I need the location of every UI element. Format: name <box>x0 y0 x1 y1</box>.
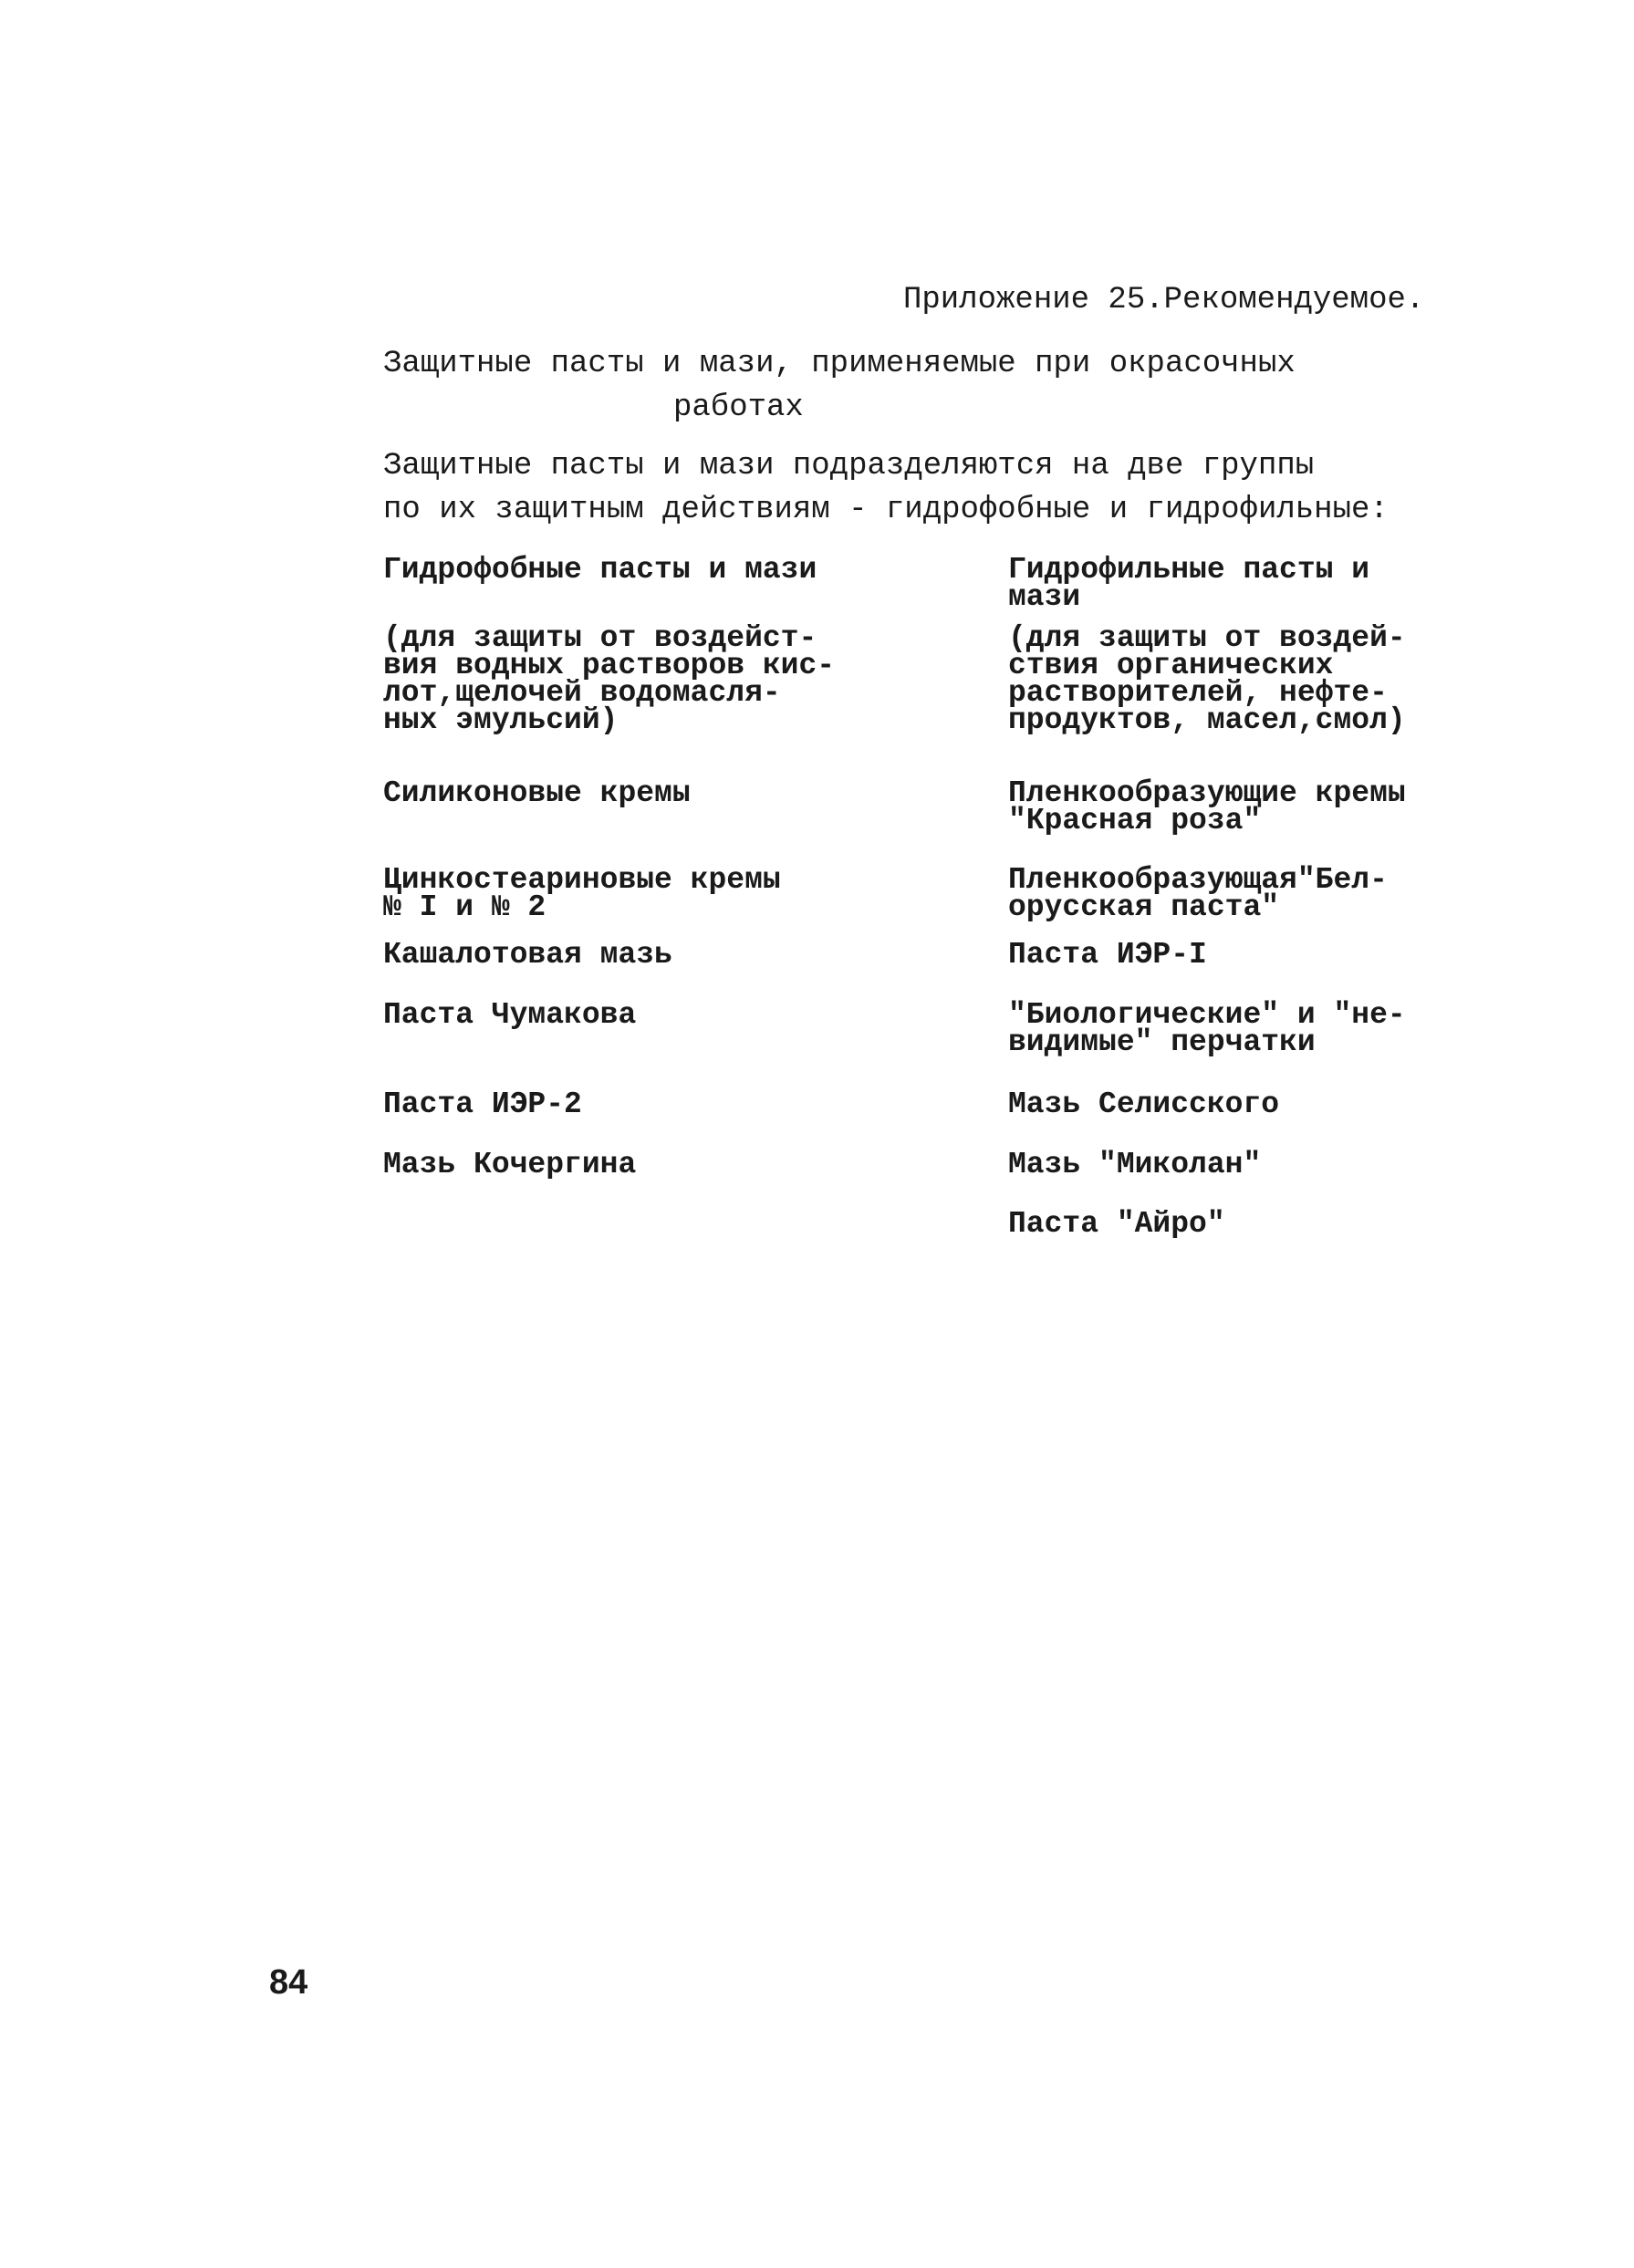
document-title <box>383 342 1296 430</box>
hydrophilic-item: Пленкообразующая"Бел- орусская паста" <box>1008 863 1388 924</box>
intro-paragraph <box>383 444 1389 532</box>
hydrophilic-item: Мазь Селисского <box>1008 1087 1280 1121</box>
intro-line-1: Защитные пасты и мази подразделяются на две группы <box>383 449 1315 484</box>
page-number: 84 <box>269 1963 308 2002</box>
title-line-1: Защитные пасты и мази, применяемые при окрасочных <box>383 347 1296 381</box>
hydrophobic-item: Паста Чумакова <box>383 998 637 1032</box>
hydrophilic-item: Паста "Айро" <box>1008 1207 1225 1241</box>
hydrophilic-item: Мазь "Миколан" <box>1008 1148 1262 1181</box>
title-line-2: работах <box>673 390 804 425</box>
hydrophobic-item: Силиконовые кремы <box>383 776 691 810</box>
hydrophobic-item: Мазь Кочергина <box>383 1148 637 1181</box>
hydrophilic-description: (для защиты от воздей- ствия органических растворителей, нефте- продуктов, масел,смол) <box>1008 621 1406 737</box>
hydrophilic-heading: Гидрофильные пасты и мази <box>1008 553 1370 614</box>
intro-line-2: по их защитным действиям - гидрофобные и гидрофильные: <box>383 493 1389 527</box>
hydrophilic-item: "Биологические" и "не- видимые" перчатки <box>1008 998 1406 1059</box>
hydrophobic-item: Цинкостеариновые кремы № I и № 2 <box>383 863 781 924</box>
appendix-note: Приложение 25.Рекомендуемое. <box>903 283 1425 317</box>
hydrophobic-item: Паста ИЭР-2 <box>383 1087 582 1121</box>
hydrophilic-item: Пленкообразующие кремы "Красная роза" <box>1008 776 1406 837</box>
hydrophobic-description: (для защиты от воздейст- вия водных растворов кис- лот,щелочей водомасля- ных эмульсий) <box>383 621 836 737</box>
hydrophobic-item: Кашалотовая мазь <box>383 938 672 972</box>
hydrophobic-heading: Гидрофобные пасты и мази <box>383 553 817 587</box>
hydrophilic-item: Паста ИЭР-I <box>1008 938 1207 972</box>
